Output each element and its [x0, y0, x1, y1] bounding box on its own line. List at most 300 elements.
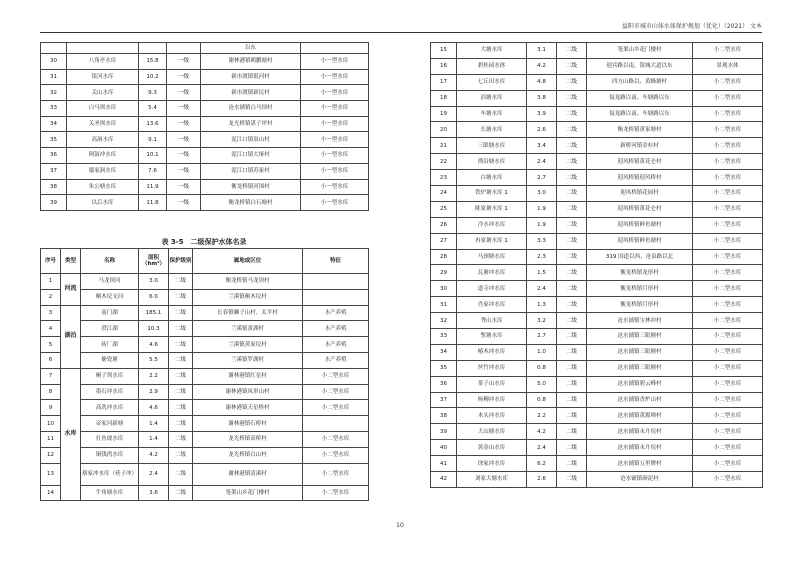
location: 兰溪镇黄家垸村 [193, 337, 303, 353]
protection-level: 二级 [169, 352, 193, 368]
feature: 小一型水库 [301, 148, 369, 164]
row-number: 24 [431, 186, 457, 202]
row-number: 8 [41, 384, 61, 400]
feature [303, 416, 369, 432]
row-number: 27 [431, 233, 457, 249]
location: 沧水铺镇三眼塘村 [587, 329, 693, 345]
feature: 小二型水库 [693, 90, 763, 106]
protection-level: 二级 [557, 344, 587, 360]
area-value: 3.0 [139, 274, 169, 290]
water-name: 马颈塘水库 [457, 249, 527, 265]
row-number: 19 [431, 106, 457, 122]
row-number: 2 [41, 289, 61, 305]
table-row [431, 233, 763, 249]
feature: 小二型水库 [693, 344, 763, 360]
area-value: 2.2 [139, 368, 169, 384]
water-name: 铜钱湾水库 [81, 447, 139, 463]
header-level: 保护级别 [169, 249, 193, 274]
area-value: 7.6 [139, 163, 167, 179]
protection-level: 二级 [557, 122, 587, 138]
table-row [41, 101, 369, 117]
area-value: 5.0 [527, 376, 557, 392]
protection-level: 一级 [167, 85, 201, 101]
protection-level: 一级 [167, 148, 201, 164]
table-row [431, 106, 763, 122]
header-rule [40, 32, 762, 33]
table-row [41, 321, 369, 337]
table-row [431, 344, 763, 360]
row-number: 5 [41, 337, 61, 353]
protection-level: 二级 [557, 201, 587, 217]
feature: 小二型水库 [693, 313, 763, 329]
row-number: 40 [431, 440, 457, 456]
protection-level: 二级 [557, 265, 587, 281]
table-row [431, 74, 763, 90]
protection-level: 二级 [169, 485, 193, 501]
feature: 水产养殖 [303, 321, 369, 337]
row-number: 35 [41, 132, 67, 148]
protection-level: 二级 [557, 154, 587, 170]
feature: 小二型水库 [693, 408, 763, 424]
protection-level: 二级 [557, 408, 587, 424]
row-number: 28 [431, 249, 457, 265]
water-name: 三眼塘水库 [457, 138, 527, 154]
feature: 小二型水库 [303, 463, 369, 485]
header-location: 属地或区位 [193, 249, 303, 274]
row-number: 31 [431, 297, 457, 313]
area-value: 3.3 [527, 233, 557, 249]
protection-level: 二级 [169, 400, 193, 416]
table-row [431, 265, 763, 281]
row-number: 23 [431, 170, 457, 186]
feature: 水产养殖 [303, 305, 369, 321]
location: 沧水铺镇永升垸村 [587, 424, 693, 440]
protection-level: 二级 [557, 472, 587, 488]
feature: 小二型水库 [303, 384, 369, 400]
feature: 小二型水库 [693, 154, 763, 170]
table-title: 表 3-5 二级保护水体名录 [161, 238, 247, 246]
protection-level: 二级 [557, 138, 587, 154]
area-value: 1.5 [527, 265, 557, 281]
area-value: 4.6 [139, 400, 169, 416]
area-value: 185.1 [139, 305, 169, 321]
row-number: 39 [431, 424, 457, 440]
water-name: 茶子山水库 [457, 376, 527, 392]
location: 四方山路以、黄蜂塘村 [587, 74, 693, 90]
table-row [431, 392, 763, 408]
location: 沧水铺镇永升垸村 [587, 440, 693, 456]
header-type: 类型 [61, 249, 81, 274]
protection-level: 二级 [169, 289, 193, 305]
area-value: 13.6 [139, 116, 167, 132]
table-row [41, 400, 369, 416]
location: 谢林港镇石桥村 [193, 416, 303, 432]
table-row [41, 163, 369, 179]
water-name: 关山水库 [67, 85, 139, 101]
table-row [41, 447, 369, 463]
feature: 小一型水库 [301, 179, 369, 195]
area-value: 4.2 [527, 424, 557, 440]
location: 泥江口镇大垭村 [201, 148, 301, 164]
row-number: 26 [431, 217, 457, 233]
table-row [41, 416, 369, 432]
table-row [41, 384, 369, 400]
protection-level: 一级 [167, 116, 201, 132]
feature: 小二型水库 [693, 201, 763, 217]
protection-level: 二级 [557, 424, 587, 440]
water-name: 帝家河新塘 [81, 416, 139, 432]
row-number: 33 [431, 329, 457, 345]
table-row [431, 201, 763, 217]
row-number: 39 [41, 195, 67, 211]
area-value: 15.8 [139, 54, 167, 70]
table-row [41, 195, 369, 211]
table-row [431, 249, 763, 265]
water-name: 墨石冲水库 [81, 384, 139, 400]
water-name: 冷水冲水库 [457, 217, 527, 233]
table-row [431, 170, 763, 186]
location: 沧水铺镇三眼塘村 [587, 344, 693, 360]
water-name: 七丘田水库 [457, 74, 527, 90]
protection-level: 二级 [169, 463, 193, 485]
feature: 小二型水库 [693, 329, 763, 345]
feature: 小二型水库 [693, 392, 763, 408]
area-value: 2.4 [527, 440, 557, 456]
water-name: 冉家塘水库 1 [457, 233, 527, 249]
row-number: 38 [41, 179, 67, 195]
table-row [431, 43, 763, 59]
water-name: 堑塘水库 [457, 329, 527, 345]
protection-level: 二级 [169, 337, 193, 353]
table-row [431, 281, 763, 297]
area-value: 1.4 [139, 431, 169, 447]
location: 沧水铺镇五里牌村 [587, 456, 693, 472]
area-value: 10.1 [139, 148, 167, 164]
table-header-row [41, 249, 369, 274]
area-value: 3.6 [139, 485, 169, 501]
row-number: 18 [431, 90, 457, 106]
feature: 小二型水库 [303, 485, 369, 501]
protection-level: 二级 [169, 274, 193, 290]
table-row [431, 456, 763, 472]
area-value: 11.9 [139, 179, 167, 195]
feature: 小二型水库 [693, 376, 763, 392]
feature: 小二型水库 [693, 43, 763, 59]
protection-level: 二级 [557, 392, 587, 408]
water-name: 桐子坝水库 [81, 368, 139, 384]
water-name: 秀山水库 [457, 313, 527, 329]
location: 沧水铺镇三眼塘村 [587, 360, 693, 376]
protection-level: 二级 [557, 217, 587, 233]
protection-level: 一级 [167, 101, 201, 117]
water-name: 打鱼坡水库 [81, 431, 139, 447]
area-value: 0.8 [527, 360, 557, 376]
protection-level: 一级 [167, 69, 201, 85]
area-value: 2.3 [527, 249, 557, 265]
area-value: 9.3 [139, 85, 167, 101]
row-number: 21 [431, 138, 457, 154]
water-name: 白塘水库 [457, 170, 527, 186]
row-number: 22 [431, 154, 457, 170]
row-number: 31 [41, 69, 67, 85]
water-name: 高洞水库 [67, 132, 139, 148]
table-row [431, 329, 763, 345]
row-number: 13 [41, 463, 61, 485]
protection-level: 二级 [169, 384, 193, 400]
area-value: 11.8 [139, 195, 167, 211]
row-number: 10 [41, 416, 61, 432]
water-name: 碧桂园水体 [457, 58, 527, 74]
water-name: 朱公塘水库 [67, 179, 139, 195]
row-number: 15 [431, 43, 457, 59]
location: 迎风桥镇鲜鱼塘村 [587, 217, 693, 233]
document-header: 益阳市城市山体水体保护规划（优化）（2021） 文本 [621, 23, 762, 30]
header-area: 面积（hm²） [139, 249, 169, 274]
location: 衡龙桥镇白石塘村 [201, 195, 301, 211]
area-value: 1.4 [139, 416, 169, 432]
row-number: 37 [431, 392, 457, 408]
row-number: 14 [41, 485, 61, 501]
protection-level: 二级 [169, 321, 193, 337]
location: 龙光桥镇谌子坪村 [201, 116, 301, 132]
location: 谢林港镇天星桥村 [193, 400, 303, 416]
location: 谢林港镇鹤鹏塘村 [201, 54, 301, 70]
water-name: 徐家冲水库 [457, 456, 527, 472]
location: 迎宾路以南，银城大道以东 [587, 58, 693, 74]
area-value: 4.2 [139, 447, 169, 463]
protection-level: 二级 [169, 431, 193, 447]
water-name: 大山塘水库 [457, 424, 527, 440]
water-name: 椿木冲水库 [457, 344, 527, 360]
location: 接龙路以南、车塘路以东 [587, 90, 693, 106]
protection-level: 二级 [557, 186, 587, 202]
area-value: 3.9 [527, 106, 557, 122]
area-value: 9.1 [139, 132, 167, 148]
water-name: 马龙坝河 [81, 274, 139, 290]
water-name: 涓塘水库 [457, 90, 527, 106]
feature: 小二型水库 [693, 249, 763, 265]
protection-level: 二级 [557, 440, 587, 456]
type-lake: 湖泊 [61, 305, 81, 368]
protection-level: 二级 [557, 360, 587, 376]
row-number: 11 [41, 431, 61, 447]
area-value: 2.2 [527, 408, 557, 424]
row-number: 35 [431, 360, 457, 376]
feature: 小二型水库 [693, 106, 763, 122]
feature [303, 289, 369, 305]
protection-level: 二级 [557, 281, 587, 297]
location: 长春镇狮子山村、太平村 [193, 305, 303, 321]
row-number: 30 [41, 54, 67, 70]
water-name: 丝竹冲水库 [457, 360, 527, 376]
row-number: 7 [41, 368, 61, 384]
area-value: 2.6 [527, 472, 557, 488]
location: 接龙路以南、车塘路以东 [587, 106, 693, 122]
location: 龙光桥镇高桥村 [193, 431, 303, 447]
protection-level: 二级 [557, 106, 587, 122]
location: 沧水铺镇黄源坳村 [587, 408, 693, 424]
water-name: 搪瓷塘 [81, 352, 139, 368]
table-row [431, 424, 763, 440]
area-value: 5.4 [139, 101, 167, 117]
protection-level: 二级 [557, 233, 587, 249]
location: 衡龙桥镇马龙坝村 [193, 274, 303, 290]
location: 兰溪镇罗湖村 [193, 352, 303, 368]
row-number: 1 [41, 274, 61, 290]
area-value: 6.2 [527, 456, 557, 472]
feature: 小一型水库 [301, 101, 369, 117]
row-number: 36 [41, 148, 67, 164]
location: 谢林港镇清溪村 [193, 463, 303, 485]
area-value: 1.9 [527, 201, 557, 217]
row-number: 42 [431, 472, 457, 488]
feature: 小一型水库 [301, 195, 369, 211]
protection-level: 二级 [557, 249, 587, 265]
location: 谢林港镇凤形山村 [193, 384, 303, 400]
table-row [41, 148, 369, 164]
location: 笔架山乡花门楼村 [193, 485, 303, 501]
location: 泥江口镇泉山村 [201, 132, 301, 148]
level-one-table-continued [40, 42, 369, 211]
row-number: 12 [41, 447, 61, 463]
protection-level: 二级 [557, 58, 587, 74]
protection-level: 二级 [557, 43, 587, 59]
table-row [41, 54, 369, 70]
table-row [41, 337, 369, 353]
area-value: 6.0 [139, 289, 169, 305]
water-name: 桐木垸支河 [81, 289, 139, 305]
protection-level: 一级 [167, 163, 201, 179]
area-value: 4.6 [139, 337, 169, 353]
level-two-table-part2 [430, 42, 763, 488]
location: 兰溪镇黄湖村 [193, 321, 303, 337]
header-feature: 特征 [303, 249, 369, 274]
area-value: 3.1 [527, 43, 557, 59]
water-name: 杨柳冲水库 [457, 392, 527, 408]
location: 沧水铺镇宝林冲村 [587, 313, 693, 329]
feature: 小二型水库 [693, 472, 763, 488]
water-name: 长塘水库 [457, 122, 527, 138]
feature: 小一型水库 [301, 54, 369, 70]
row-number: 25 [431, 201, 457, 217]
feature: 小二型水库 [693, 186, 763, 202]
table-row [431, 138, 763, 154]
water-name: 牛角塘水库 [81, 485, 139, 501]
row-number: 34 [41, 116, 67, 132]
table-row [431, 122, 763, 138]
area-value: 2.9 [139, 384, 169, 400]
feature: 小二型水库 [693, 297, 763, 313]
row-number: 20 [431, 122, 457, 138]
area-value: 4.2 [527, 58, 557, 74]
water-name: 银河水库 [67, 69, 139, 85]
water-name: 铁炉塘水库 1 [457, 186, 527, 202]
water-name: 黄金山水库 [457, 440, 527, 456]
location: 319 国道以西、沧泉路以北 [587, 249, 693, 265]
row-number: 3 [41, 305, 61, 321]
area-value: 4.8 [527, 74, 557, 90]
location: 龙光桥镇白山村 [193, 447, 303, 463]
location: 衡龙桥镇龙形村 [587, 265, 693, 281]
water-name: 刘家大塘水库 [457, 472, 527, 488]
protection-level: 二级 [557, 313, 587, 329]
location: 笔架山乡花门楼村 [587, 43, 693, 59]
protection-level: 二级 [169, 416, 193, 432]
location: 迎风桥镇黄花仑村 [587, 201, 693, 217]
area-value: 3.2 [527, 313, 557, 329]
feature: 小二型水库 [303, 368, 369, 384]
table-row [41, 368, 369, 384]
location: 迎风桥镇黄花仑村 [587, 154, 693, 170]
location: 沧水铺镇碧云峰村 [587, 376, 693, 392]
row-number: 4 [41, 321, 61, 337]
location: 沧水铺镇香炉山村 [587, 392, 693, 408]
area-value: 1.3 [527, 297, 557, 313]
continuation-text: 以东 [201, 43, 301, 54]
water-name: 大塘水库 [457, 43, 527, 59]
location: 沧水铺镇颜泥村 [587, 472, 693, 488]
protection-level: 二级 [557, 329, 587, 345]
protection-level: 一级 [167, 179, 201, 195]
row-number: 32 [41, 85, 67, 101]
water-name: 八角亭水库 [67, 54, 139, 70]
protection-level: 一级 [167, 132, 201, 148]
protection-level: 二级 [557, 74, 587, 90]
row-number: 30 [431, 281, 457, 297]
row-number: 36 [431, 376, 457, 392]
location: 新桥河镇金衫村 [587, 138, 693, 154]
header-no: 序号 [41, 249, 61, 274]
row-number: 16 [431, 58, 457, 74]
water-name: 砖厂湖 [81, 337, 139, 353]
type-reservoir: 水库 [61, 368, 81, 501]
row-number: 17 [431, 74, 457, 90]
area-value: 3.4 [527, 138, 557, 154]
area-value: 2.4 [139, 463, 169, 485]
feature: 小一型水库 [301, 85, 369, 101]
water-name: 阿鼓冲水库 [67, 148, 139, 164]
row-number: 9 [41, 400, 61, 416]
feature: 小一型水库 [301, 132, 369, 148]
table-row [41, 116, 369, 132]
location: 迎风桥镇鲜鱼塘村 [587, 233, 693, 249]
header-name: 名称 [81, 249, 139, 274]
water-name: 澄江湖 [81, 321, 139, 337]
location: 衡龙桥镇河围村 [201, 179, 301, 195]
protection-level: 二级 [169, 305, 193, 321]
water-name: 陈家塘水库 1 [457, 201, 527, 217]
feature: 小二型水库 [693, 217, 763, 233]
type-river: 河流 [61, 274, 81, 306]
location: 沧水铺镇白马坝村 [201, 101, 301, 117]
row-number: 33 [41, 101, 67, 117]
table-row [431, 472, 763, 488]
table-row [41, 69, 369, 85]
feature: 水产养殖 [303, 352, 369, 368]
table-row [41, 289, 369, 305]
feature: 小二型水库 [693, 170, 763, 186]
protection-level: 二级 [169, 368, 193, 384]
water-name: 渔沿塘水库 [457, 154, 527, 170]
table-row [431, 408, 763, 424]
water-name: 南门湖 [81, 305, 139, 321]
row-number: 41 [431, 456, 457, 472]
table-row [41, 132, 369, 148]
feature: 小二型水库 [693, 424, 763, 440]
location: 迎风桥镇花园村 [587, 186, 693, 202]
water-name: 关圣坝水库 [67, 116, 139, 132]
table-row [41, 352, 369, 368]
